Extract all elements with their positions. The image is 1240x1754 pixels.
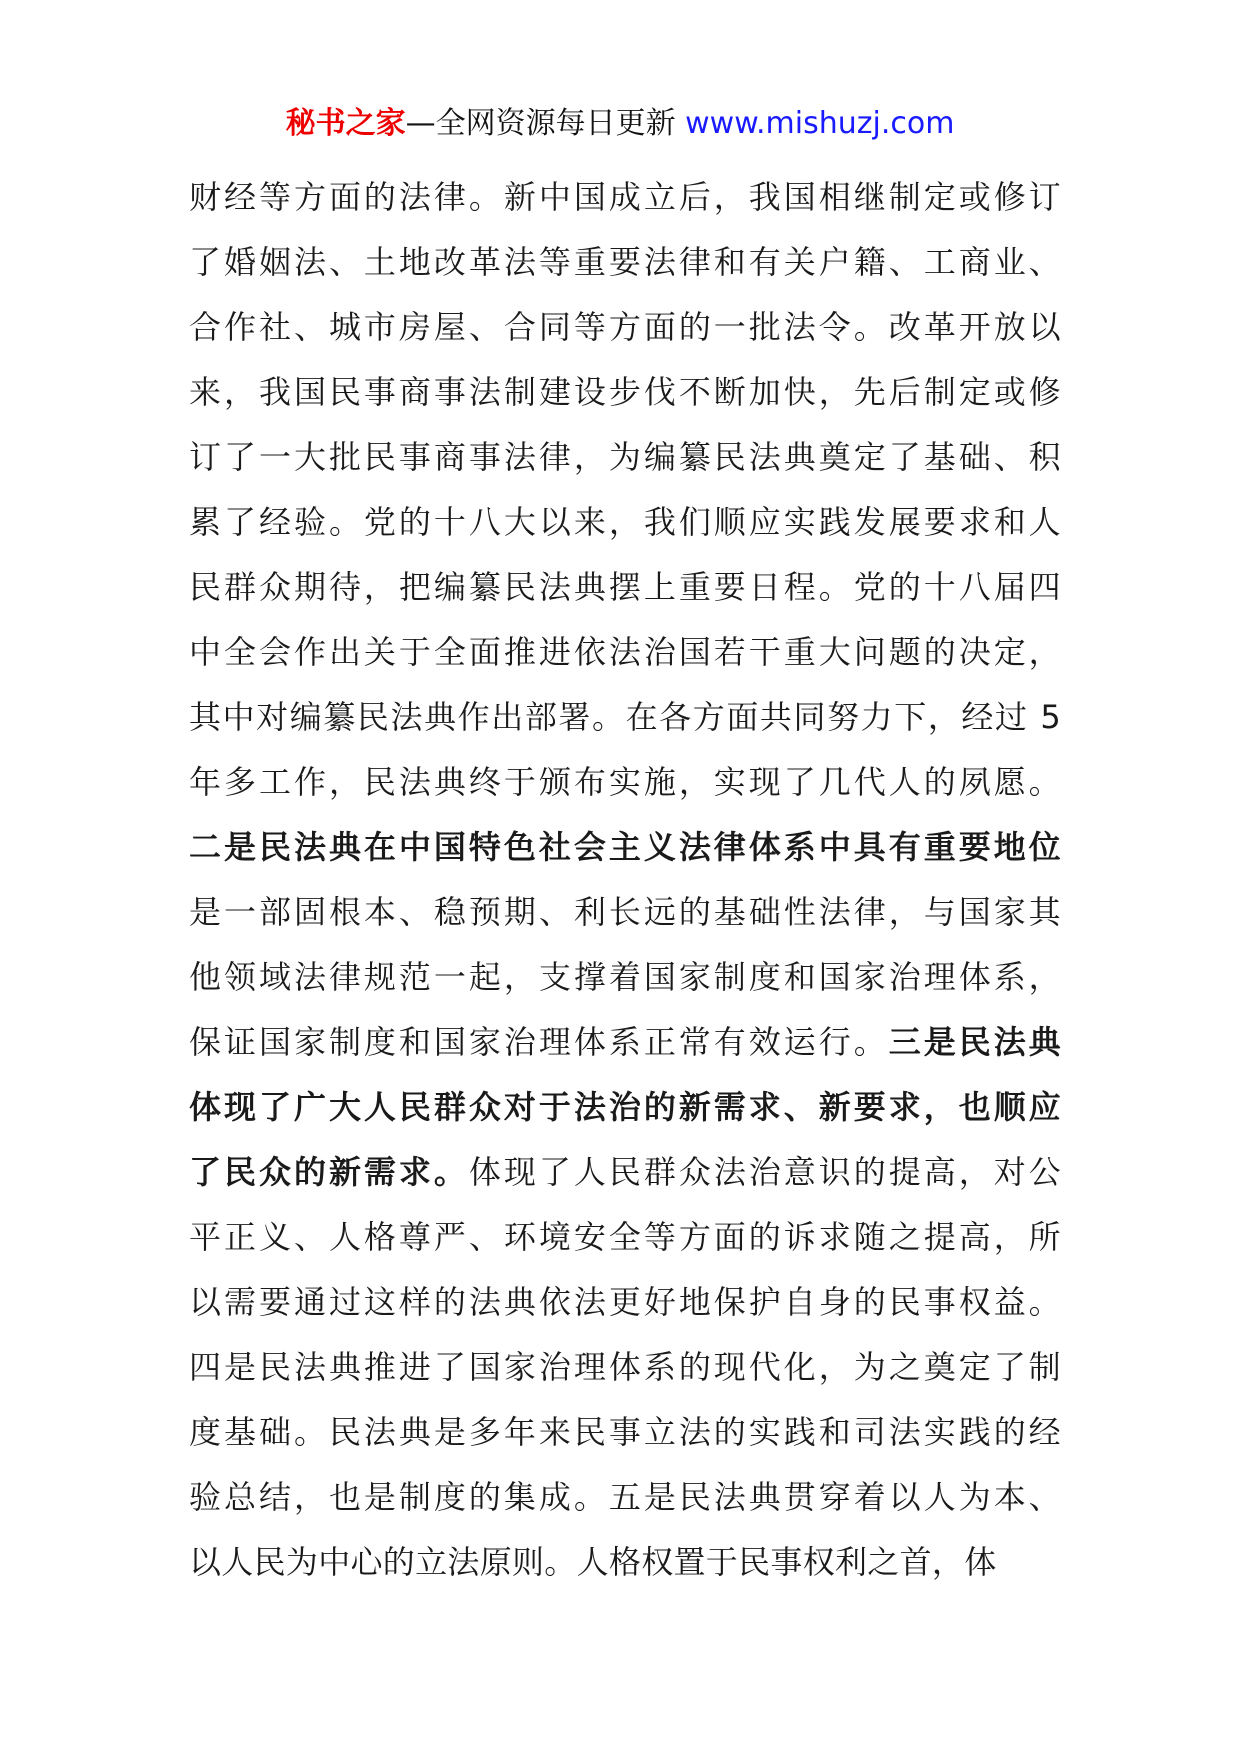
- text-run: 以人民为中心的立法原则。人格权置于民事权利之首，体: [189, 1543, 997, 1581]
- text-line: [189, 1075, 1061, 1140]
- text-line: [189, 685, 1061, 750]
- text-line: [189, 490, 1061, 555]
- text-line: [189, 1205, 1061, 1270]
- text-line: [189, 230, 1061, 295]
- text-line: [189, 295, 1061, 360]
- bold-text: 二是民法典在中国特色社会主义法律体系中具有重要地位: [189, 828, 1061, 866]
- text-line: [189, 945, 1061, 1010]
- text-run: 保证国家制度和国家治理体系正常有效运行。: [189, 1023, 889, 1061]
- text-run: 是一部固根本、稳预期、利长远的基础性法律，与国家其: [189, 893, 1061, 931]
- text-run: 平正义、人格尊严、环境安全等方面的诉求随之提高，所: [189, 1218, 1061, 1256]
- text-line: [189, 1010, 1061, 1075]
- text-line: [189, 360, 1061, 425]
- text-run: 中全会作出关于全面推进依法治国若干重大问题的决定，: [189, 633, 1061, 671]
- text-run: 他领域法律规范一起，支撑着国家制度和国家治理体系，: [189, 958, 1061, 996]
- text-run: 年多工作，民法典终于颁布实施，实现了几代人的夙愿。: [189, 763, 1061, 801]
- bold-text: 体现了广大人民群众对于法治的新需求、新要求，也顺应: [189, 1088, 1061, 1126]
- text-run: 体现了人民群众法治意识的提高，对公: [468, 1153, 1061, 1191]
- text-line: [189, 1400, 1061, 1465]
- header-tagline: —全网资源每日更新: [405, 106, 676, 141]
- text-line: [189, 1465, 1061, 1530]
- text-line: [189, 880, 1061, 945]
- text-run: 四是民法典推进了国家治理体系的现代化，为之奠定了制: [189, 1348, 1061, 1386]
- text-run: 订了一大批民事商事法律，为编纂民法典奠定了基础、积: [189, 438, 1061, 476]
- text-line: [189, 620, 1061, 685]
- text-line: [189, 750, 1061, 815]
- text-run: 了婚姻法、土地改革法等重要法律和有关户籍、工商业、: [189, 243, 1061, 281]
- page-header: [0, 102, 1240, 146]
- text-run: 财经等方面的法律。新中国成立后，我国相继制定或修订: [189, 178, 1061, 216]
- text-line: [189, 165, 1061, 230]
- text-line: [189, 815, 1061, 880]
- text-line: [189, 1270, 1061, 1335]
- bold-text: 了民众的新需求。: [189, 1153, 469, 1191]
- text-line: [189, 1140, 1061, 1205]
- text-run: 度基础。民法典是多年来民事立法的实践和司法实践的经: [189, 1413, 1061, 1451]
- text-run: 民群众期待，把编纂民法典摆上重要日程。党的十八届四: [189, 568, 1061, 606]
- text-line: [189, 425, 1061, 490]
- text-line: [189, 1335, 1061, 1400]
- text-run: 来，我国民事商事法制建设步伐不断加快，先后制定或修: [189, 373, 1061, 411]
- brand-name: 秘书之家: [285, 106, 406, 141]
- text-run: 累了经验。党的十八大以来，我们顺应实践发展要求和人: [189, 503, 1061, 541]
- bold-text: 三是民法典: [888, 1023, 1061, 1061]
- text-line: [189, 555, 1061, 620]
- text-line: [189, 1530, 1061, 1595]
- text-run: 以需要通过这样的法典依法更好地保护自身的民事权益。: [189, 1283, 1061, 1321]
- text-run: 合作社、城市房屋、合同等方面的一批法令。改革开放以: [189, 308, 1061, 346]
- document-body: [189, 165, 1061, 1595]
- text-run: 其中对编纂民法典作出部署。在各方面共同努力下，经过 5: [189, 698, 1061, 736]
- site-url-link[interactable]: www.mishuzj.com: [685, 106, 955, 141]
- text-run: 验总结，也是制度的集成。五是民法典贯穿着以人为本、: [189, 1478, 1061, 1516]
